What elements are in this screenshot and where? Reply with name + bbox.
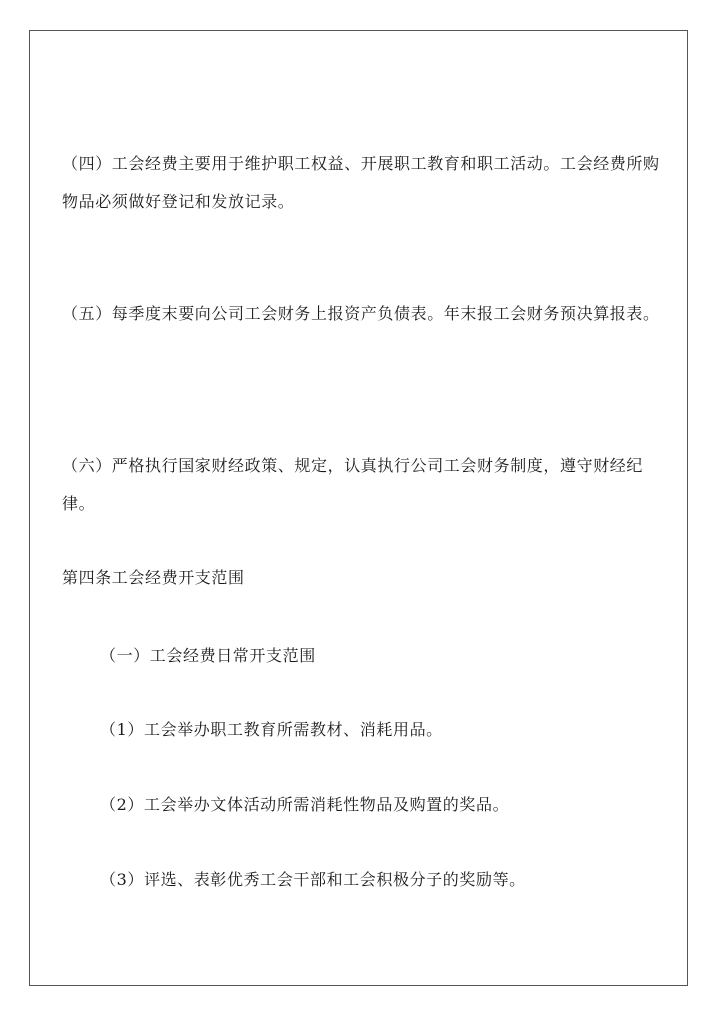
article-4-heading: 第四条工会经费开支范围 <box>62 568 245 587</box>
paragraph-item-6: （六）严格执行国家财经政策、规定，认真执行公司工会财务制度，遵守财经纪律。 <box>62 456 644 513</box>
section-1-heading: （一）工会经费日常开支范围 <box>100 646 316 665</box>
list-item-1: （1）工会举办职工教育所需教材、消耗用品。 <box>100 720 443 739</box>
list-item-2: （2）工会举办文体活动所需消耗性物品及购置的奖品。 <box>100 795 510 814</box>
paragraph-item-5: （五）每季度末要向公司工会财务上报资产负债表。年末报工会财务预决算报表。 <box>62 304 660 323</box>
list-item-3: （3）评选、表彰优秀工会干部和工会积极分子的奖励等。 <box>100 870 526 889</box>
paragraph-item-4: （四）工会经费主要用于维护职工权益、开展职工教育和职工活动。工会经费所购物品必须做好登记和发放记录。 <box>62 154 660 211</box>
